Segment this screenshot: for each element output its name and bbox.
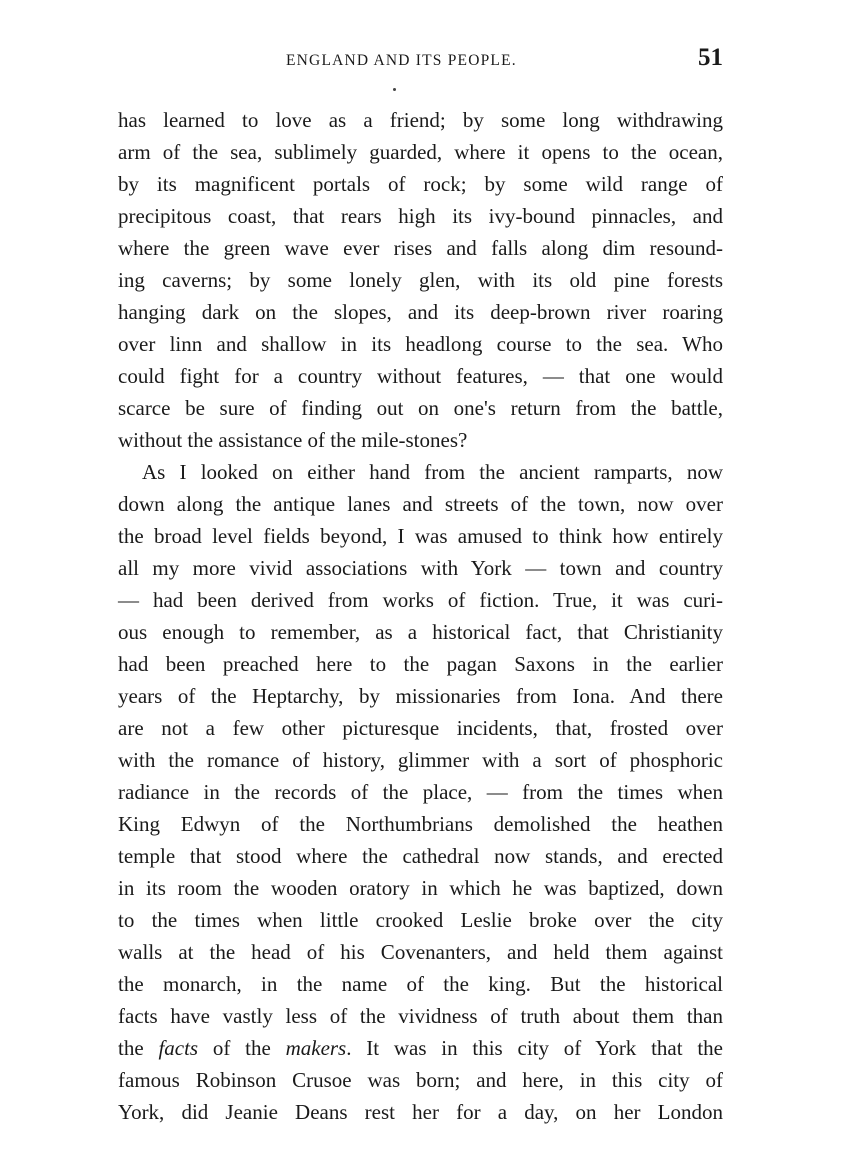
paragraph-2 <box>118 456 723 1128</box>
page-header <box>118 44 723 84</box>
text-line: York, did Jeanie Deans rest her for a day, on her London <box>118 1100 723 1124</box>
running-head: ENGLAND AND ITS PEOPLE. <box>286 52 517 69</box>
text-line: by its magnificent portals of rock; by some wild range of <box>118 172 723 196</box>
text-line: ing caverns; by some lonely glen, with its old pine forests <box>118 268 723 292</box>
italic-facts: facts <box>158 1036 199 1060</box>
text-line: could fight for a country without features, — that one would <box>118 364 723 388</box>
text-line: — had been derived from works of fiction. True, it was curi- <box>118 588 723 612</box>
text-line: King Edwyn of the Northumbrians demolished the heathen <box>118 812 723 836</box>
text-line: arm of the sea, sublimely guarded, where it opens to the ocean, <box>118 140 723 164</box>
text-line: to the times when little crooked Leslie broke over the city <box>118 908 723 932</box>
text-line: precipitous coast, that rears high its ivy-bound pinnacles, and <box>118 204 723 228</box>
text-line: hanging dark on the slopes, and its deep-brown river roaring <box>118 300 723 324</box>
text-line: down along the antique lanes and streets of the town, now over <box>118 492 723 516</box>
text-line: years of the Heptarchy, by missionaries from Iona. And there <box>118 684 723 708</box>
text-line: ous enough to remember, as a historical fact, that Christianity <box>118 620 723 644</box>
text-line: in its room the wooden oratory in which he was baptized, down <box>118 876 723 900</box>
text-line: facts have vastly less of the vividness of truth about them than <box>118 1004 723 1028</box>
text-line: scarce be sure of finding out on one's return from the battle, <box>118 396 723 420</box>
text-line: walls at the head of his Covenanters, and held them against <box>118 940 723 964</box>
text-line: temple that stood where the cathedral now stands, and erected <box>118 844 723 868</box>
text-fragment: the <box>118 1036 159 1060</box>
text-fragment: of the <box>198 1036 286 1060</box>
text-line: had been preached here to the pagan Saxons in the earlier <box>118 652 723 676</box>
text-line: over linn and shallow in its headlong course to the sea. Who <box>118 332 723 356</box>
text-line: where the green wave ever rises and falls along dim resound- <box>118 236 723 260</box>
text-line: the monarch, in the name of the king. But the historical <box>118 972 723 996</box>
body-text <box>118 104 723 1128</box>
text-line: has learned to love as a friend; by some long withdrawing <box>118 108 723 132</box>
text-line: all my more vivid associations with York — town and country <box>118 556 723 580</box>
text-line: radiance in the records of the place, — from the times when <box>118 780 723 804</box>
paragraph-1 <box>118 104 723 456</box>
italic-makers: makers <box>285 1036 347 1060</box>
text-line: the broad level fields beyond, I was amused to think how entirely <box>118 524 723 548</box>
text-line: famous Robinson Crusoe was born; and here, in this city of <box>118 1068 723 1092</box>
header-dot <box>393 88 396 91</box>
text-fragment: . It was in this city of York that the <box>346 1036 723 1060</box>
text-line: without the assistance of the mile-stones? <box>118 428 468 452</box>
text-line-italic-facts <box>118 1032 723 1064</box>
text-line: with the romance of history, glimmer with a sort of phosphoric <box>118 748 723 772</box>
text-line: As I looked on either hand from the ancient ramparts, now <box>142 460 723 484</box>
page-number: 51 <box>698 44 723 71</box>
text-line: are not a few other picturesque incidents, that, frosted over <box>118 716 723 740</box>
